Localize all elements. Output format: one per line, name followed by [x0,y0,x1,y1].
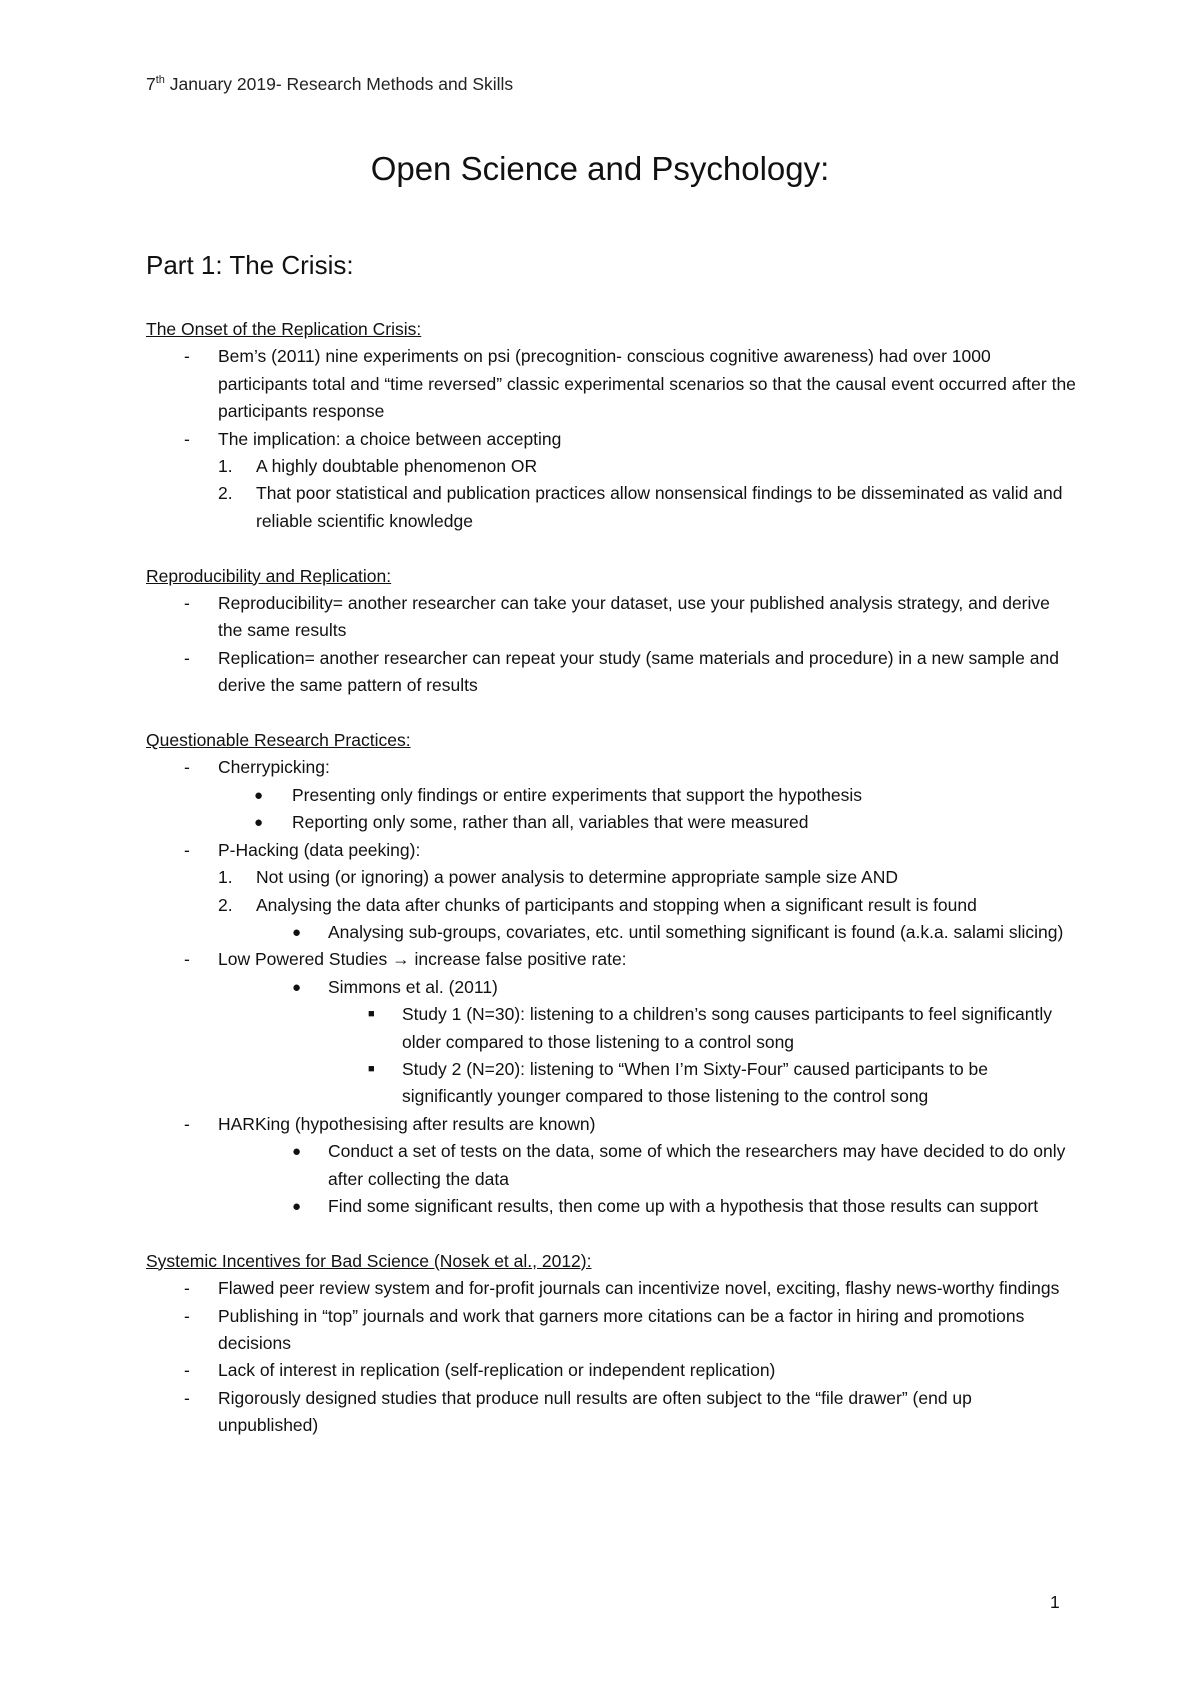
bullet-item [146,1193,1076,1220]
item-text: Study 2 (N=20): listening to “When I’m Sixty-Four” caused participants to be significantly younger compared to those listening to the control song [402,1058,989,1107]
dash-marker: - [184,1360,190,1381]
item-text: Find some significant results, then come up with a hypothesis that those results can support [328,1195,1039,1216]
square-bullet-icon: ■ [368,1008,375,1021]
bullet-icon: ● [292,923,302,941]
item-text: Replication= another researcher can repeat your study (same materials and procedure) in a new sample and derive the same pattern of results [218,647,1059,696]
item-text: Flawed peer review system and for-profit journals can incentivize novel, exciting, flashy news-worthy findings [218,1278,1060,1299]
list-item [146,1385,1076,1440]
item-text: That poor statistical and publication practices allow nonsensical findings to be disseminated as valid and reliable scientific knowledge [256,483,1063,531]
dash-marker: - [184,1113,190,1134]
header-day: 7 [146,74,156,94]
dash-marker: - [184,647,190,668]
list-item [146,1111,1076,1138]
number-marker: 2. [218,894,233,915]
list-item [146,754,1076,781]
header-suffix: th [155,74,165,86]
item-text: Lack of interest in replication (self-replication or independent replication) [218,1360,776,1381]
item-text: Presenting only findings or entire experiments that support the hypothesis [292,784,863,805]
numbered-item [146,864,1076,891]
section-heading: Reproducibility and Replication: [146,565,392,586]
number-marker: 1. [218,456,233,477]
list-item [146,837,1076,864]
list-item [146,946,1076,973]
square-bullet-icon: ■ [368,1062,375,1075]
page-number: 1 [1050,1592,1060,1612]
list-item [146,590,1076,645]
item-text: Reporting only some, rather than all, variables that were measured [292,812,809,833]
dash-marker: - [184,593,190,614]
numbered-item [146,892,1076,919]
dash-marker: - [184,346,190,367]
list-item [146,426,1076,453]
bullet-icon: ● [292,1197,302,1215]
dash-marker: - [184,1387,190,1408]
document-body [146,316,1076,1440]
dash-marker: - [184,1278,190,1299]
item-text: Bem’s (2011) nine experiments on psi (precognition- conscious cognitive awareness) had over 1000 participants total and “time reversed” classic experimental scenarios so that the causal event occurred after the participants response [218,346,1076,422]
bullet-item [146,809,1076,836]
list-item [146,343,1076,425]
list-item [146,1303,1076,1358]
bullet-item [146,974,1076,1001]
item-text: Cherrypicking: [218,757,330,778]
page-header [146,74,513,95]
list-item [146,1357,1076,1384]
item-text: Low Powered Studies → increase false positive rate: [218,949,627,970]
part-heading: Part 1: The Crisis: [146,250,354,280]
dash-marker: - [184,428,190,449]
section-heading: Questionable Research Practices: [146,730,411,751]
item-text: Conduct a set of tests on the data, some of which the researchers may have decided to do only after collecting the data [328,1141,1066,1189]
item-text: Publishing in “top” journals and work that garners more citations can be a factor in hiring and promotions decisions [218,1305,1025,1353]
dash-marker: - [184,757,190,778]
item-text: Analysing the data after chunks of participants and stopping when a significant result is found [256,894,977,915]
section-heading: Systemic Incentives for Bad Science (Nosek et al., 2012): [146,1250,592,1271]
number-marker: 2. [218,483,233,504]
section-heading: The Onset of the Replication Crisis: [146,319,422,339]
dash-marker: - [184,1305,190,1326]
bullet-icon: ● [254,786,264,804]
list-item [146,1275,1076,1302]
item-text: Not using (or ignoring) a power analysis to determine appropriate sample size AND [256,867,898,888]
item-text: Analysing sub-groups, covariates, etc. until something significant is found (a.k.a. salami slicing) [328,921,1064,942]
item-text: Rigorously designed studies that produce null results are often subject to the “file drawer” (end up unpublished) [218,1387,972,1436]
item-text: HARKing (hypothesising after results are known) [218,1113,596,1134]
document-title: Open Science and Psychology: [370,150,830,187]
number-marker: 1. [218,867,233,888]
dash-marker: - [184,839,190,860]
bullet-item [146,1138,1076,1193]
item-text: Reproducibility= another researcher can take your dataset, use your published analysis strategy, and derive the same results [218,593,1050,641]
item-text: Simmons et al. (2011) [328,976,498,997]
numbered-item [146,453,1076,480]
square-bullet-item [146,1001,1076,1056]
square-bullet-item [146,1056,1076,1111]
bullet-icon: ● [292,978,302,996]
item-text: A highly doubtable phenomenon OR [256,456,538,477]
item-text: Study 1 (N=30): listening to a children’s song causes participants to feel significantly older compared to those listening to a control song [402,1004,1052,1052]
bullet-icon: ● [292,1143,302,1161]
dash-marker: - [184,949,190,970]
bullet-item [146,919,1076,946]
numbered-item [146,480,1076,535]
item-text: P-Hacking (data peeking): [218,839,421,860]
bullet-icon: ● [254,814,264,832]
item-text: The implication: a choice between accepting [218,428,562,449]
bullet-item [146,782,1076,809]
list-item [146,645,1076,700]
header-text: January 2019- Research Methods and Skills [164,74,514,94]
